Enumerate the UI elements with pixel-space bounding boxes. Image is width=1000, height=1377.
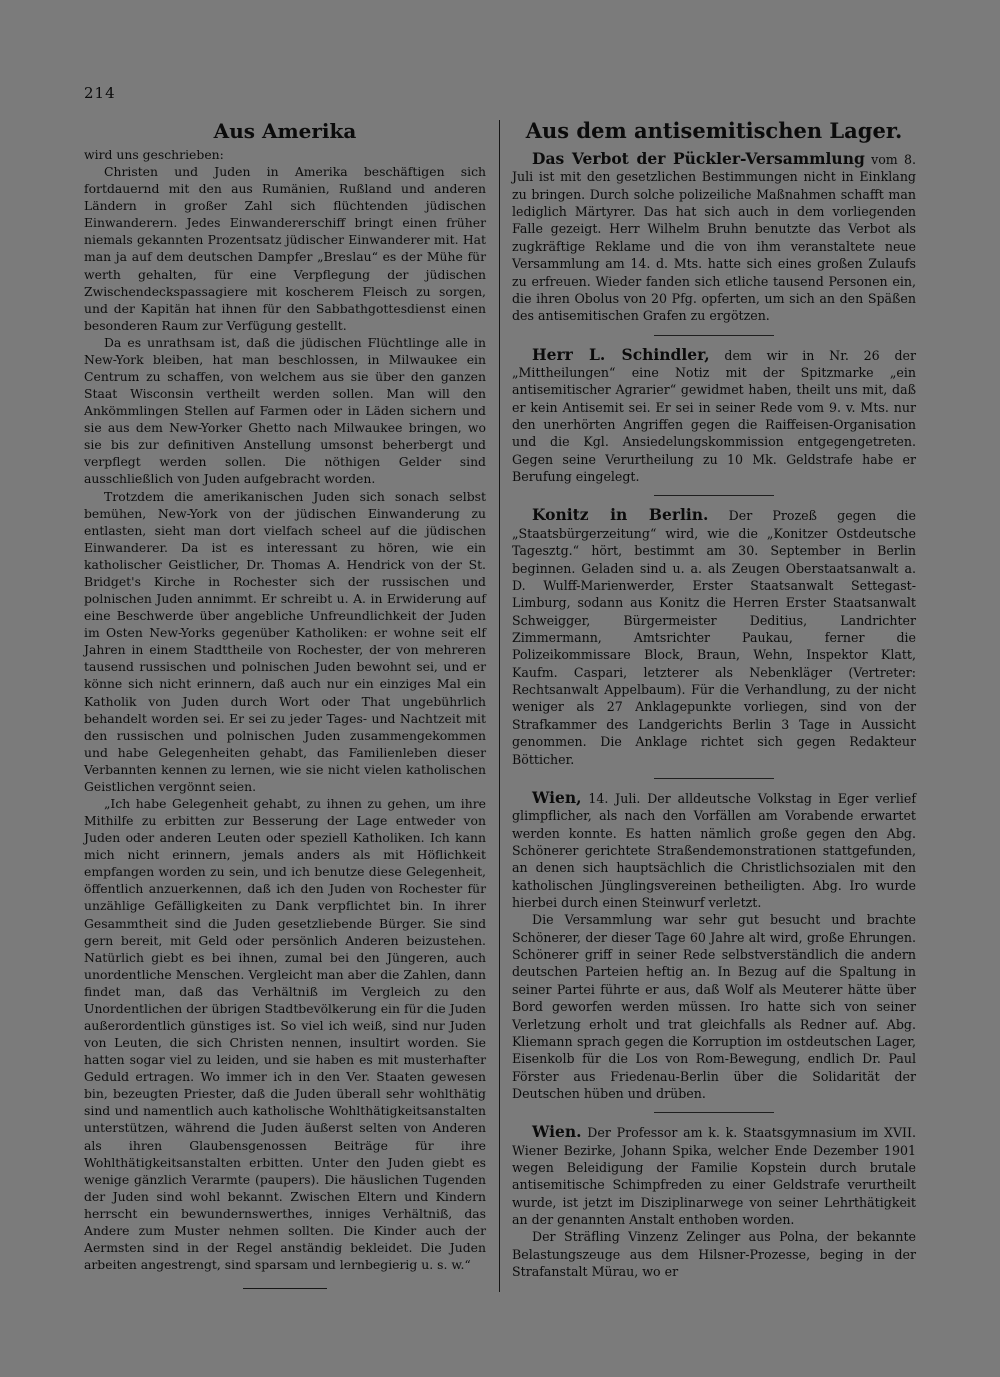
- news-item-body-continued: Die Versammlung war sehr gut besucht und brachte Schönerer, der dieser Tage 60 Jahre alt wird, große Ehrungen. Schönerer griff in seiner Rede selbstverständlich die andern deutschen Parteien heftig an. In Bezug auf die Spaltung in seiner Partei führte er aus, daß Wolf als Meuterer hätte über Bord geworfen werden müssen. Iro hatte sich von seiner Verletzung erholt und trat gleichfalls als Redner auf. Abg. Kliemann sprach gegen die Korruption im ostdeutschen Lager, Eisenkolb für die Los von Rom-Bewegung, endlich Dr. Paul Förster aus Friedenau-Berlin über die Solidarität der Deutschen hüben und drüben.: [512, 912, 916, 1101]
- news-item: [512, 346, 916, 486]
- news-item-body: Der Prozeß gegen die „Staatsbürgerzeitung“ wird, wie die „Konitzer Ostdeutsche Tagesztg.“ hört, bestimmt am 30. September in Berlin beginnen. Geladen sind u. a. als Zeugen Oberstaatsanwalt a. D. Wulff-Marienwerder, Erster Staatsanwalt Settegast-Limburg, sodann aus Konitz die Herren Erster Staatsanwalt Schweigger, Bürgermeister Deditius, Landrichter Zimmermann, Amtsrichter Paukau, ferner die Polizeikommissare Block, Braun, Wehn, Inspektor Klatt, Kaufm. Caspari, letzterer als Nebenkläger (Vertreter: Rechtsanwalt Appelbaum). Für die Verhandlung, zu der nicht weniger als 27 Anklagepunkte vorliegen, sind von der Strafkammer des Landgerichts Berlin 3 Tage in Aussicht genommen. Die Anklage richtet sich gegen Redakteur Bötticher.: [512, 508, 917, 767]
- column-divider: [499, 120, 500, 1292]
- news-item-body: 14. Juli. Der alldeutsche Volkstag in Eger verlief glimpflicher, als nach den Vorfällen am Vorabende erwartet werden konnte. Es hatten nämlich große gegen den Abg. Schönerer gerichtete Straßendemonstrationen stattgefunden, an denen sich hauptsächlich die Christlichsozialen mit den katholischen Jünglingsvereinen betheiligten. Abg. Iro wurde hierbei durch einen Steinwurf verletzt.: [512, 790, 916, 911]
- news-item-heading: Wien.: [532, 1122, 582, 1142]
- news-item-body-continued: Der Sträfling Vinzenz Zelinger aus Polna, der bekannte Belastungszeuge aus dem Hilsner-Prozesse, beging in der Strafanstalt Mürau, wo er: [512, 1229, 916, 1280]
- article-separator: [654, 778, 774, 779]
- news-item-heading: Wien,: [532, 787, 582, 807]
- article-separator: [654, 335, 774, 336]
- right-column: [512, 118, 916, 1281]
- news-item-heading: Das Verbot der Pückler-Versammlung: [532, 149, 865, 168]
- paragraph: Christen und Juden in Amerika beschäftigen sich fortdauernd mit den aus Rumänien, Rußland und anderen Ländern in großer Zahl sich flüchtenden jüdischen Einwanderern. Jedes Einwandererschiff bringt einen früher niemals gekannten Prozentsatz jüdischer Einwanderer mit. Hat man ja auf dem deutschen Dampfer „Breslau“ es der Mühe für werth gehalten, für eine Verpflegung der jüdischen Zwischendeckspassagiere mit koscherem Fleisch zu sorgen, und der Kapitän hat ihnen für den Sabbathgottesdienst einen besonderen Raum zur Verfügung gestellt.: [84, 164, 486, 333]
- news-item-heading: Herr L. Schindler,: [532, 344, 710, 364]
- news-item-body: Der Professor am k. k. Staatsgymnasium im XVII. Wiener Bezirke, Johann Spika, welcher Ende Dezember 1901 wegen Beleidigung der Familie Kopstein durch brutale antisemitische Schimpfreden zu einer Geldstrafe verurtheilt wurde, ist jetzt im Disziplinarwege von seiner Lehrthätigkeit an der genannten Anstalt enthoben worden.: [512, 1125, 916, 1228]
- paragraph: „Ich habe Gelegenheit gehabt, zu ihnen zu gehen, um ihre Mithilfe zu erbitten zur Besserung der Lage entweder von Juden oder anderen Leuten oder speziell Katholiken. Ich kann mich nicht erinnern, jemals anders als mit Höflichkeit empfangen worden zu sein, und ich benutze diese Gelegenheit, öffentlich anzuerkennen, daß ich den Juden von Rochester für unzählige Gefälligkeiten zu Dank verpflichtet bin. In ihrer Gesammtheit sind die Juden gesetzliebende Bürger. Sie sind gern bereit, mit Geld oder persönlich Anderen beizustehen. Natürlich giebt es bei ihnen, zumal bei den Jüngeren, auch unordentliche Menschen. Vergleicht man aber die Zahlen, dann findet man, daß das Verhältniß im Vergleich zu den Unordentlichen der übrigen Stadtbevölkerung ein für die Juden außerordentlich günstiges ist. So viel ich weiß, sind nur Juden von Leuten, die sich Christen nennen, insultirt worden. Sie hatten sogar viel zu leiden, und sie haben es mit musterhafter Geduld ertragen. Wo immer ich in den Ver. Staaten gewesen bin, bezeugten Priester, daß die Juden überall sehr wohlthätig sind und namentlich auch katholische Wohlthätigkeitsanstalten unterstützen, während die Juden äußerst selten von Anderen als ihren Glaubensgenossen Beiträge für ihre Wohlthätigkeitsanstalten erbitten. Unter den Juden giebt es wenige gänzlich Verarmte (paupers). Die häuslichen Tugenden der Juden sind wohl bekannt. Zwischen Eltern und Kindern herrscht ein bewundernswerthes, inniges Verhältniß, das Andere zum Muster nehmen sollten. Die Kinder auch der Aermsten sind in der Regel anständig bekleidet. Die Juden arbeiten angestrengt, sind sparsam und lernbegierig u. s. w.“: [84, 795, 486, 1273]
- news-item-body: dem wir in Nr. 26 der „Mittheilungen“ eine Notiz mit der Spitzmarke „ein antisemitischer Agrarier“ gewidmet haben, theilt uns mit, daß er kein Antisemit sei. Er sei in seiner Rede vom 9. v. Mts. nur den unerhörten Angriffen gegen die Raiffeisen-Organisation und die Kgl. Ansiedelungskommission entgegengetreten. Gegen seine Verurtheilung zu 10 Mk. Geldstrafe habe er Berufung eingelegt.: [512, 347, 916, 485]
- article-title-aus-amerika: Aus Amerika: [213, 119, 357, 143]
- news-item-heading: Konitz in Berlin.: [532, 505, 709, 525]
- left-column: [84, 118, 486, 1273]
- section-title-antisemitic-camp: Aus dem antisemitischen Lager.: [525, 118, 903, 143]
- news-item: [512, 150, 916, 325]
- news-item: [512, 506, 916, 767]
- page-number: 214: [84, 84, 116, 102]
- news-item-body: vom 8. Juli ist mit den gesetzlichen Bestimmungen nicht in Einklang zu bringen. Durch solche polizeiliche Maßnahmen schafft man lediglich Märtyrer. Das hat sich auch in dem vorliegenden Falle gezeigt. Herr Wilhelm Bruhn benutzte das Verbot als zugkräftige Reklame und die von ihm veranstaltete neue Versammlung am 14. d. Mts. hatte sich eines großen Zulaufs zu erfreuen. Wieder fanden sich etliche tausend Personen ein, die ihren Obolus von 20 Pfg. opferten, um sich an den Späßen des antisemitischen Grafen zu ergötzen.: [512, 152, 916, 324]
- paragraph: Trotzdem die amerikanischen Juden sich sonach selbst bemühen, New-York von der jüdischen Einwanderung zu entlasten, sieht man dort vielfach scheel auf die jüdischen Einwanderer. Da ist es interessant zu hören, wie ein katholischer Geistlicher, Dr. Thomas A. Hendrick von der St. Bridget's Kirche in Rochester sich der russischen und polnischen Juden annimmt. Er schreibt u. A. in Erwiderung auf eine Beschwerde über angebliche Unfreundlichkeit der Juden im Osten New-Yorks gegenüber Katholiken: er wohne seit elf Jahren in einem Stadttheile von Rochester, der von mehreren tausend russischen und polnischen Juden bewohnt sei, und er könne sich nicht erinnern, daß auch nur ein einziges Mal ein Katholik von Juden durch Wort oder That ungebührlich behandelt worden sei. Er sei zu jeder Tages- und Nachtzeit mit den russischen und polnischen Juden zusammengekommen und habe Gelegenheiten gehabt, das Familienleben dieser Verbannten kennen zu lernen, wie sie nicht vielen katholischen Geistlichen vergönnt seien.: [84, 488, 486, 794]
- end-of-article-rule: [243, 1288, 327, 1289]
- news-item: [512, 789, 916, 1102]
- paragraph: Da es unrathsam ist, daß die jüdischen Flüchtlinge alle in New-York bleiben, hat man beschlossen, in Milwaukee ein Centrum zu schaffen, von welchem aus sie über den ganzen Staat Wisconsin vertheilt werden sollen. Man will den Ankömmlingen Stellen auf Farmen oder in Läden sichern und sie aus dem New-Yorker Ghetto nach Milwaukee bringen, wo sie bis zur definitiven Anstellung umsonst beherbergt und verpflegt werden sollen. Die nöthigen Gelder sind ausschließlich von Juden aufgebracht worden.: [84, 334, 486, 487]
- article-separator: [654, 495, 774, 496]
- article-intro: wird uns geschrieben:: [84, 147, 224, 162]
- news-item: [512, 1123, 916, 1280]
- article-separator: [654, 1112, 774, 1113]
